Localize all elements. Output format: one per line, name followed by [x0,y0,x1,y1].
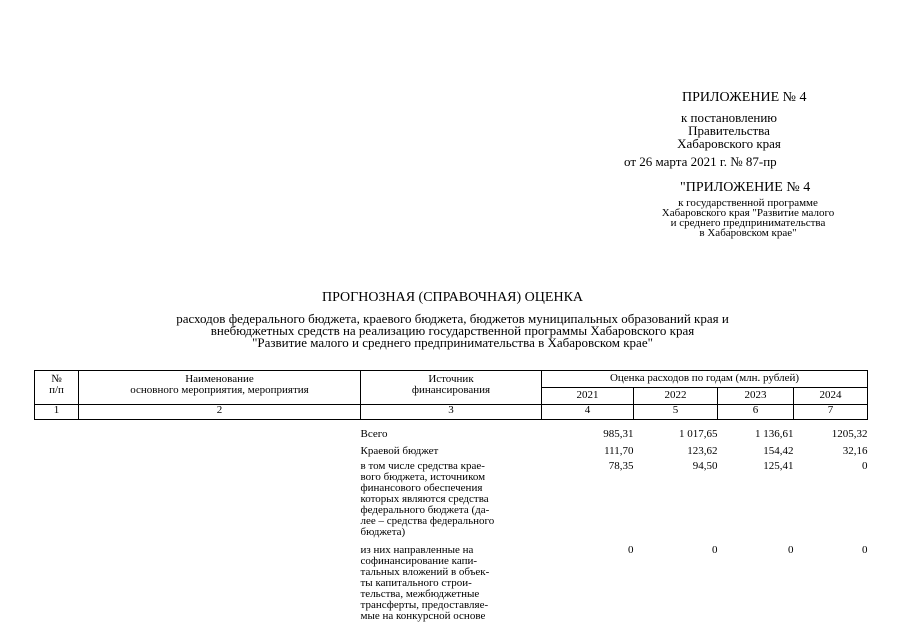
budget-table [34,370,868,622]
value-cell: 1205,32 [831,428,868,440]
program-line: Хабаровского края "Развитие малого [661,207,835,219]
column-number: 1 [35,405,79,420]
program-line: к государственной программе [678,197,818,209]
table-row [35,545,868,622]
value-cell: 78,35 [608,460,634,472]
value-cell: 1 017,65 [679,428,718,440]
header-estimate: Оценка расходов по годам (млн. рублей) [542,371,868,388]
subtitle-line: расходов федерального бюджета, краевого бюджета, бюджетов муниципальных образований края и [176,311,729,326]
column-number: 7 [794,405,868,420]
header-name: Наименование основного мероприятия, мероприятия [79,371,361,405]
source-cell: Всего [360,428,388,440]
value-cell: 0 [628,544,634,556]
value-cell: 123,62 [687,445,718,457]
column-number: 3 [361,405,542,420]
document-title: ПРОГНОЗНАЯ (СПРАВОЧНАЯ) ОЦЕНКА [321,290,584,305]
source-cell: из них направленные на софинансирование капи- тальных вложений в объек- ты капитального строи- тельства, межбюджетные трансферты, предоставляе- мые на конкурсной основе [360,544,490,622]
value-cell: 0 [862,544,868,556]
resolution-line: Хабаровского края [677,136,781,151]
program-line: и среднего предпринимательства [670,217,826,229]
value-cell: 32,16 [842,445,868,457]
header-year: 2022 [634,388,718,405]
value-cell: 111,70 [604,445,634,457]
header-num: № п/п [35,371,79,405]
header-year: 2021 [542,388,634,405]
column-number: 5 [634,405,718,420]
header-source: Источник финансирования [361,371,542,405]
value-cell: 1 136,61 [755,428,794,440]
column-number: 6 [718,405,794,420]
subtitle-line: внебюджетных средств на реализацию государственной программы Хабаровского края [210,323,695,338]
header-year: 2023 [718,388,794,405]
resolution-line: Правительства [688,123,770,138]
value-cell: 154,42 [763,445,794,457]
column-number: 2 [79,405,361,420]
table-row [35,440,868,457]
source-cell: Краевой бюджет [360,445,439,457]
value-cell: 125,41 [763,460,794,472]
resolution-date: от 26 марта 2021 г. № 87-пр [624,154,777,169]
source-cell: в том числе средства крае- вого бюджета, источником финансового обеспечения которых являются средства федерального бюджета (да- лее – средства федерального бюджета) [360,460,495,538]
value-cell: 0 [788,544,794,556]
appendix-title: ПРИЛОЖЕНИЕ № 4 [682,90,807,105]
header-year: 2024 [794,388,868,405]
subtitle-line: "Развитие малого и среднего предпринимательства в Хабаровском крае" [252,335,653,350]
table-row [35,420,868,441]
value-cell: 94,50 [692,460,718,472]
value-cell: 0 [862,460,868,472]
program-appendix-title: "ПРИЛОЖЕНИЕ № 4 [680,180,811,195]
resolution-line: к постановлению [680,110,778,125]
value-cell: 985,31 [603,428,634,440]
value-cell: 0 [712,544,718,556]
column-number: 4 [542,405,634,420]
table-row [35,457,868,545]
program-line: в Хабаровском крае" [699,227,797,239]
